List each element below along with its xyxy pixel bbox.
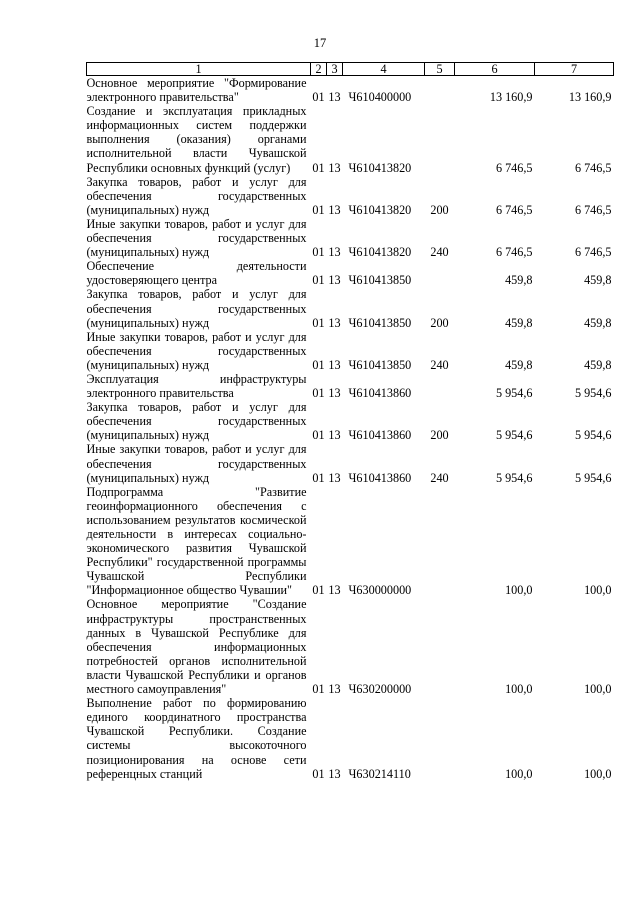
row-section: 01 <box>312 766 325 781</box>
row-amount-1: 5 954,6 <box>495 428 533 443</box>
row-expense-type <box>425 372 455 400</box>
row-expense-type: 200 <box>430 428 449 443</box>
table-row <box>87 76 614 105</box>
row-target-code: Ч610413860 <box>348 470 412 485</box>
row-amount-1: 6 746,5 <box>495 202 533 217</box>
row-amount-2: 459,8 <box>584 273 612 288</box>
row-amount-2: 6 746,5 <box>574 160 612 175</box>
row-expense-type: 240 <box>430 245 449 260</box>
row-name: Закупка товаров, работ и услуг для обеспечения государственных (муниципальных) нужд <box>86 287 307 330</box>
row-expense-type <box>425 696 455 781</box>
row-name: Закупка товаров, работ и услуг для обеспечения государственных (муниципальных) нужд <box>86 174 307 217</box>
row-amount-1: 100,0 <box>505 682 533 697</box>
row-section: 01 <box>312 160 325 175</box>
row-amount-1: 5 954,6 <box>495 470 533 485</box>
table-row <box>87 597 614 696</box>
row-target-code: Ч610413850 <box>348 273 412 288</box>
row-name: Основное мероприятие "Создание инфраструктуры пространственных данных в Чувашской Республике для обеспечения информационных потребностей органов исполнительной власти Чувашской Республики и органов местного самоуправления" <box>86 597 307 697</box>
table-row <box>87 104 614 174</box>
row-name: Иные закупки товаров, работ и услуг для обеспечения государственных (муниципальных) нужд <box>86 216 307 260</box>
row-name: Подпрограмма "Развитие геоинформационного обеспечения с использованием результатов космической деятельности в интересах социально-экономического развития Чувашской Республики" государственной программы Чувашской Республики "Информационное общество Чувашии" <box>86 484 307 598</box>
row-subsection: 13 <box>328 160 341 175</box>
row-target-code: Ч630214110 <box>348 766 411 781</box>
row-section: 01 <box>312 583 325 598</box>
row-target-code: Ч610413860 <box>348 428 412 443</box>
row-amount-2: 100,0 <box>584 682 612 697</box>
table-row <box>87 696 614 781</box>
column-header-4: 4 <box>343 63 425 76</box>
row-subsection: 13 <box>328 386 341 401</box>
table-row <box>87 217 614 259</box>
row-subsection: 13 <box>328 428 341 443</box>
row-target-code: Ч610400000 <box>348 90 412 105</box>
row-amount-1: 13 160,9 <box>489 90 533 105</box>
table-row <box>87 259 614 287</box>
table-row <box>87 400 614 442</box>
column-header-2: 2 <box>311 63 327 76</box>
row-name: Эксплуатация инфраструктуры электронного правительства <box>86 371 307 401</box>
row-target-code: Ч610413860 <box>348 386 412 401</box>
row-amount-2: 6 746,5 <box>574 245 612 260</box>
row-expense-type: 200 <box>430 315 449 330</box>
row-amount-2: 6 746,5 <box>574 202 612 217</box>
row-expense-type <box>425 259 455 287</box>
row-subsection: 13 <box>328 315 341 330</box>
column-header-6: 6 <box>455 63 535 76</box>
row-name: Закупка товаров, работ и услуг для обеспечения государственных (муниципальных) нужд <box>86 400 307 443</box>
row-subsection: 13 <box>328 766 341 781</box>
row-name: Создание и эксплуатация прикладных информационных систем поддержки выполнения (оказания) органами исполнительной власти Чувашской Республики основных функций (услуг) <box>86 104 307 175</box>
row-target-code: Ч610413820 <box>348 202 412 217</box>
table-row <box>87 442 614 484</box>
table-row <box>87 372 614 400</box>
row-target-code: Ч610413850 <box>348 315 412 330</box>
row-section: 01 <box>312 470 325 485</box>
row-expense-type <box>425 485 455 598</box>
row-subsection: 13 <box>328 202 341 217</box>
row-expense-type: 200 <box>430 202 449 217</box>
row-subsection: 13 <box>328 583 341 598</box>
row-subsection: 13 <box>328 245 341 260</box>
row-expense-type <box>425 76 455 105</box>
row-section: 01 <box>312 90 325 105</box>
row-expense-type <box>425 104 455 174</box>
row-amount-1: 6 746,5 <box>495 160 533 175</box>
row-name: Иные закупки товаров, работ и услуг для обеспечения государственных (муниципальных) нужд <box>86 442 307 485</box>
row-amount-1: 459,8 <box>505 273 533 288</box>
row-subsection: 13 <box>328 682 341 697</box>
row-amount-1: 6 746,5 <box>495 245 533 260</box>
row-amount-2: 5 954,6 <box>574 386 612 401</box>
row-subsection: 13 <box>328 470 341 485</box>
row-section: 01 <box>312 428 325 443</box>
column-header-7: 7 <box>535 63 614 76</box>
row-amount-2: 5 954,6 <box>574 470 612 485</box>
row-section: 01 <box>312 273 325 288</box>
row-section: 01 <box>312 386 325 401</box>
row-amount-1: 100,0 <box>505 583 533 598</box>
row-amount-2: 459,8 <box>584 315 612 330</box>
row-amount-1: 459,8 <box>505 357 533 372</box>
row-section: 01 <box>312 682 325 697</box>
row-expense-type <box>425 597 455 696</box>
row-section: 01 <box>312 357 325 372</box>
row-name: Основное мероприятие "Формирование электронного правительства" <box>86 76 307 105</box>
row-section: 01 <box>312 315 325 330</box>
row-amount-2: 5 954,6 <box>574 428 612 443</box>
budget-table <box>86 62 614 781</box>
table-row <box>87 485 614 598</box>
row-name: Обеспечение деятельности удостоверяющего центра <box>86 259 307 288</box>
column-header-row <box>87 63 614 76</box>
row-section: 01 <box>312 245 325 260</box>
row-amount-1: 5 954,6 <box>495 386 533 401</box>
row-amount-2: 13 160,9 <box>568 90 612 105</box>
row-amount-2: 459,8 <box>584 357 612 372</box>
row-name: Иные закупки товаров, работ и услуг для обеспечения государственных (муниципальных) нужд <box>86 329 307 372</box>
row-amount-2: 100,0 <box>584 583 612 598</box>
column-header-3: 3 <box>327 63 343 76</box>
row-target-code: Ч630200000 <box>348 682 412 697</box>
row-target-code: Ч610413850 <box>348 357 412 372</box>
row-amount-1: 100,0 <box>505 766 533 781</box>
table-row <box>87 330 614 372</box>
column-header-5: 5 <box>425 63 455 76</box>
row-target-code: Ч630000000 <box>348 583 412 598</box>
page-number: 17 <box>313 36 327 50</box>
row-target-code: Ч610413820 <box>348 160 412 175</box>
table-row <box>87 175 614 217</box>
row-subsection: 13 <box>328 357 341 372</box>
row-amount-1: 459,8 <box>505 315 533 330</box>
row-subsection: 13 <box>328 90 341 105</box>
row-expense-type: 240 <box>430 357 449 372</box>
row-amount-2: 100,0 <box>584 766 612 781</box>
row-section: 01 <box>312 202 325 217</box>
row-subsection: 13 <box>328 273 341 288</box>
row-expense-type: 240 <box>430 470 449 485</box>
row-target-code: Ч610413820 <box>348 245 412 260</box>
table-row <box>87 287 614 329</box>
row-name: Выполнение работ по формированию единого координатного пространства Чувашской Республики. Создание системы высокоточного позиционирования на основе сети референцных станций <box>86 696 307 781</box>
column-header-1: 1 <box>87 63 311 76</box>
